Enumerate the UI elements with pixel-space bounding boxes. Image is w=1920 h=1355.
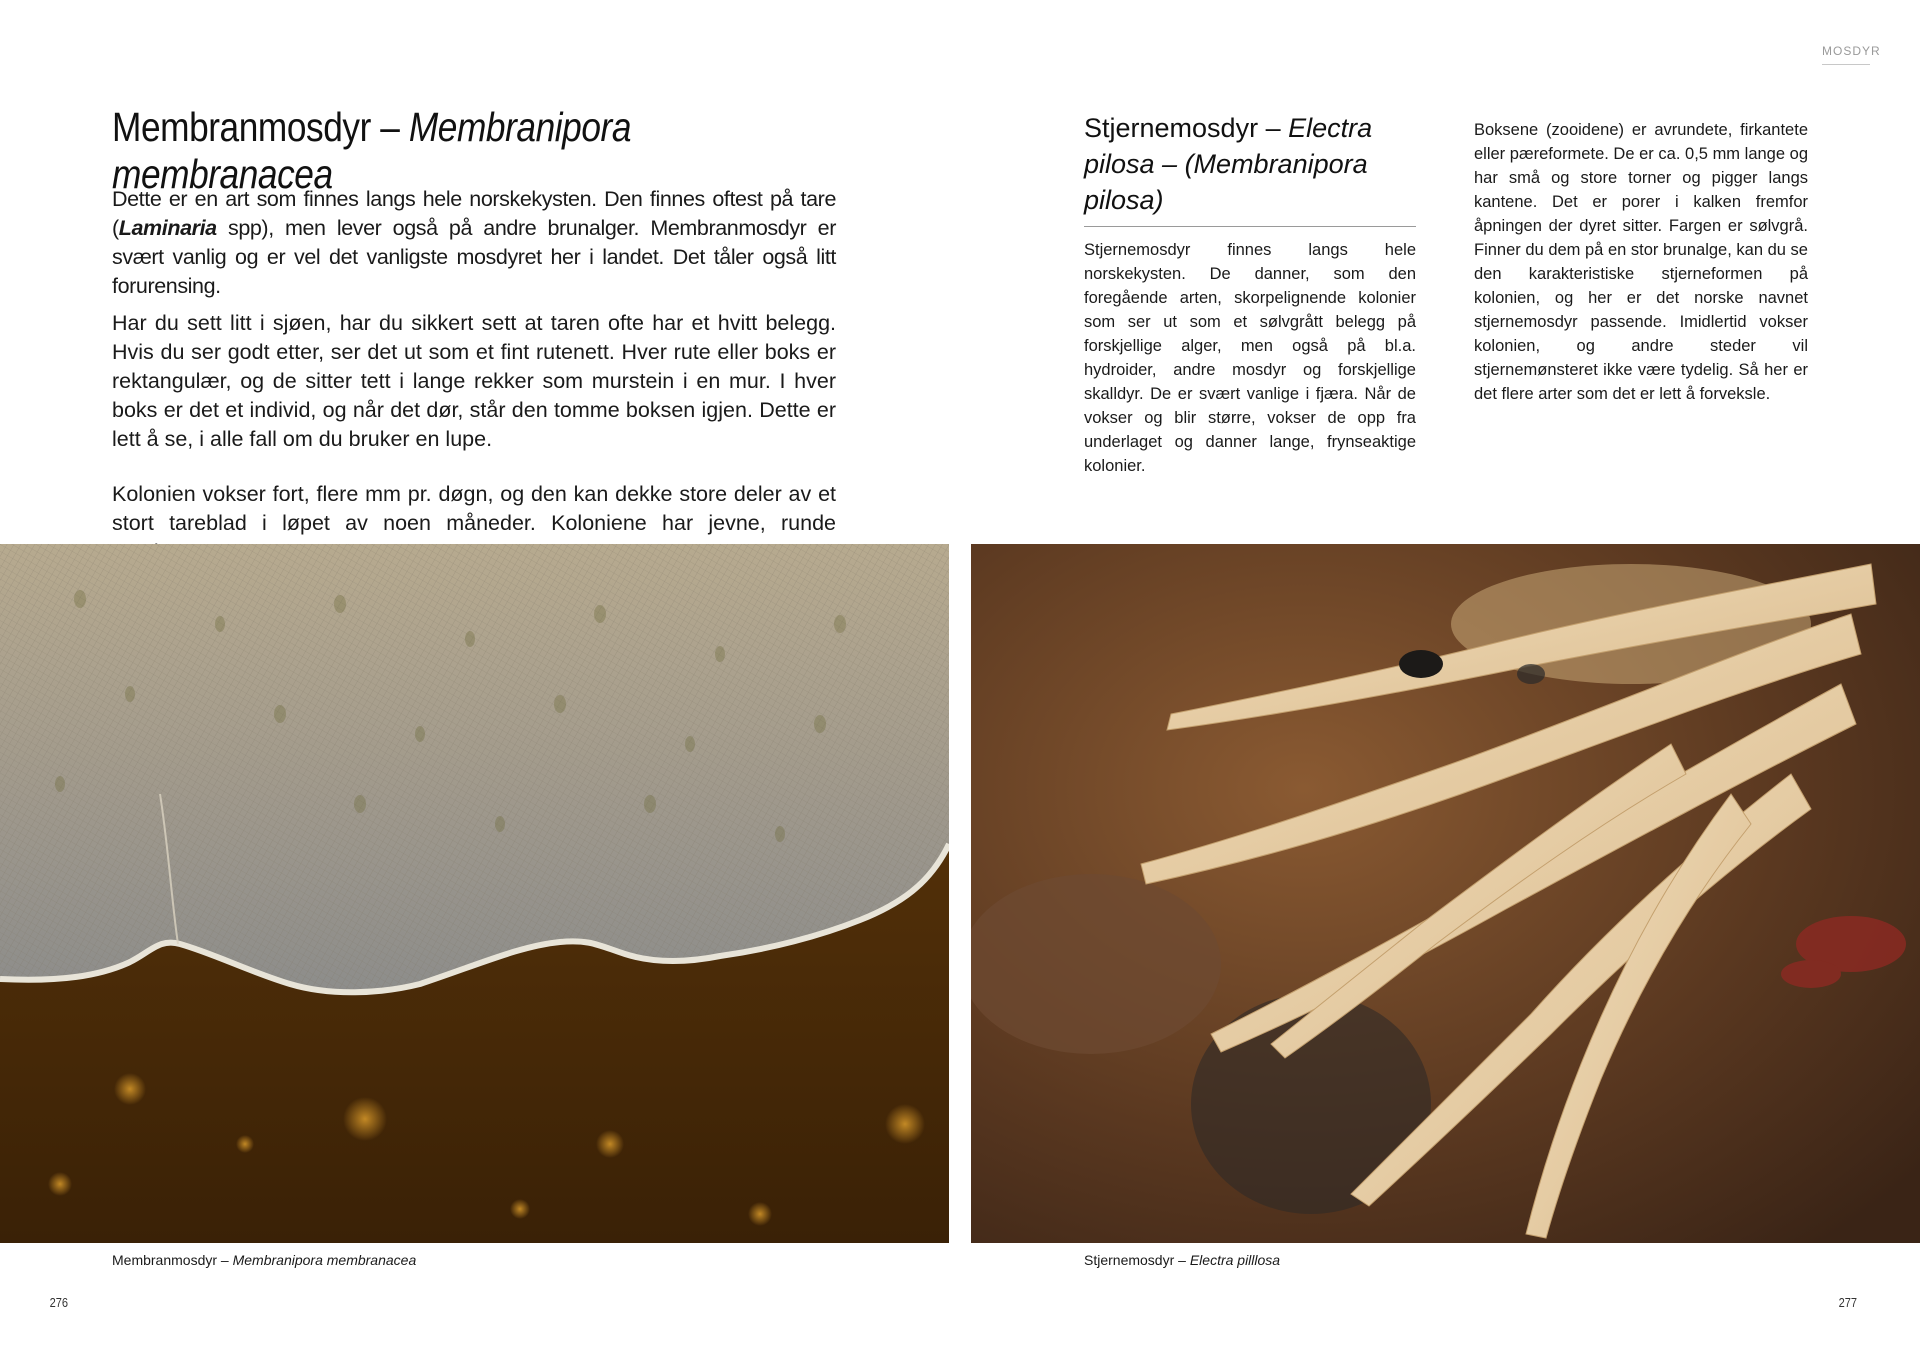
photo-membranmosdyr [0,544,949,1243]
right-column-1-text: Stjernemosdyr finnes langs hele norskekysten. De danner, som den foregående arten, skorpelignende kolonier som ser ut som et sølvgrått belegg på forskjellige alger, men også på bl.a. hydroider, andre mosdyr og forskjellige skalldyr. De er svært vanlige i fjæra. Når de vokser og blir større, vokser de opp fra underlaget og danner lange, frynseaktige kolonier. [1084,241,1416,475]
caption-right [1084,1252,1280,1268]
right-page-title [1084,110,1416,227]
page-number-left: 276 [49,1295,69,1310]
left-paragraph-1 [112,185,836,301]
caption-right-scientific: Electra pilllosa [1189,1252,1281,1268]
caption-right-common: Stjernemosdyr – [1084,1252,1190,1268]
left-p1-start: Dette er en art som finnes langs hele norskekysten. Den finnes oftest på tare ( [112,187,836,240]
left-title-scientific: Membranipora membranacea [112,104,632,197]
left-paragraph-2: Har du sett litt i sjøen, har du sikkert sett at taren ofte har et hvitt belegg. Hvis du ser godt etter, ser det ut som et fint rutenett. Hver rute eller boks er rektangulær, og de sitter tett i lange rekker som murstein i en mur. I hver boks er det et individ, og når det dør, står den tomme boksen igjen. Dette er lett å se, i alle fall om du bruker en lupe. [112,311,836,451]
caption-left [112,1252,416,1268]
left-paragraph-3: Kolonien vokser fort, flere mm pr. døgn, og den kan dekke store deler av et stort tareblad i løpet av noen måneder. Koloniene har jevne, runde [112,482,836,535]
photo-stjernemosdyr [971,544,1920,1243]
right-title-common: Stjernemosdyr – [1084,113,1289,143]
membranmosdyr-photo-image [0,544,949,1243]
right-column-2-text: Boksene (zooidene) er avrundete, firkantete eller pæreformete. De er ca. 0,5 mm lange og har små og store torner og pigger langs kantene. Det er porer i kalken fremfor åpningen der dyret sitter. Fargen er sølvgrå. Finner du dem på en stor brunalge, kan du se den karakteristiske stjerneformen på kolonien, og her er det norske navnet stjernemosdyr passende. Imidlertid vokser kolonien, og andre steder vil stjernemønsteret ikke være tydelig. Så her er det flere arter som det er lett å forveksle. [1474,121,1808,403]
running-head: MOSDYR [1822,44,1870,65]
right-title-scientific: Electra pilosa – (Membranipora pilosa) [1084,113,1373,215]
caption-left-common: Membranmosdyr – [112,1252,233,1268]
page-number-right: 277 [1838,1295,1858,1310]
left-title-common: Membranmosdyr – [112,104,409,150]
left-body-text [112,185,836,575]
left-p1-end: spp), men lever også på andre brunalger. Membranmosdyr er svært vanlig og er vel det vanligste mosdyret her i landet. Det tåler også litt forurensing. [112,216,836,298]
caption-left-scientific: Membranipora membranacea [232,1252,417,1268]
stjernemosdyr-photo-image [971,544,1920,1243]
left-page-title [112,104,766,198]
left-p1-genus: Laminaria [118,216,217,240]
